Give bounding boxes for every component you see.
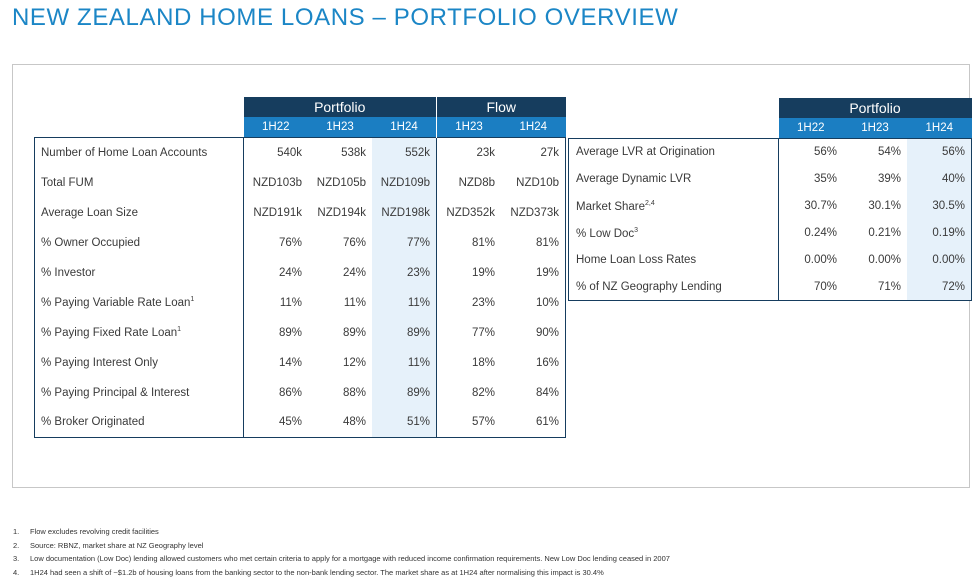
- row-label: [35, 348, 244, 378]
- table-row: [569, 166, 972, 193]
- table-cell: 30.5%: [907, 193, 972, 220]
- table-cell: 56%: [779, 139, 844, 166]
- table-cell: 27k: [501, 138, 566, 168]
- table-row: [35, 378, 566, 408]
- table-cell: 540k: [244, 138, 309, 168]
- table-cell: 14%: [244, 348, 309, 378]
- row-label-text: Home Loan Loss Rates: [576, 254, 697, 266]
- table-cell: 23%: [437, 288, 502, 318]
- row-label: [35, 198, 244, 228]
- column-header: 1H22: [779, 118, 844, 139]
- table-cell: 30.1%: [868, 200, 901, 212]
- table-cell: NZD109b: [372, 168, 437, 198]
- table-cell: 90%: [501, 318, 566, 348]
- footnote-text: Low documentation (Low Doc) lending allowed customers who met certain criteria to apply for a mortgage with reduced income confirmation requirements. New Low Doc lending ceased in 2007: [30, 554, 670, 563]
- table-cell: 552k: [372, 138, 437, 168]
- table-row: [569, 220, 972, 247]
- table-cell: 89%: [244, 318, 309, 348]
- column-header: 1H23: [843, 118, 907, 139]
- table-cell: 81%: [437, 228, 502, 258]
- row-label-text: % Paying Fixed Rate Loan: [41, 326, 178, 339]
- footnote: [13, 566, 670, 580]
- row-label: [35, 138, 244, 168]
- table-cell: 23k: [437, 138, 502, 168]
- column-header: 1H22: [244, 117, 309, 138]
- footnote: [13, 539, 670, 553]
- table-cell: 86%: [244, 378, 309, 408]
- row-label: [35, 378, 244, 408]
- group-header-flow: Flow: [437, 97, 566, 117]
- table-cell: 0.00%: [868, 254, 901, 266]
- table-row: [35, 138, 566, 168]
- row-label: [35, 408, 244, 438]
- table-row: [35, 348, 566, 378]
- table-cell: 19%: [437, 258, 502, 288]
- table-cell: 0.00%: [907, 247, 972, 274]
- table-cell: 89%: [372, 318, 437, 348]
- table-cell: 0.21%: [868, 227, 901, 239]
- row-label: [569, 274, 779, 301]
- table-cell: 0.00%: [779, 247, 844, 274]
- table-cell: 84%: [501, 378, 566, 408]
- table-cell: 0.19%: [907, 220, 972, 247]
- table-row: [35, 258, 566, 288]
- table-cell: 11%: [372, 288, 437, 318]
- footnote-number: 1.: [13, 527, 20, 536]
- table-cell: 72%: [907, 274, 972, 301]
- row-label-text: % Paying Interest Only: [41, 356, 158, 369]
- footnote-ref: 1: [177, 326, 182, 334]
- table-cell: 82%: [437, 378, 502, 408]
- table-cell: 24%: [244, 258, 309, 288]
- table-cell: 45%: [244, 408, 309, 438]
- table-cell: 39%: [877, 173, 901, 185]
- table-row: [35, 408, 566, 438]
- table-cell: 11%: [343, 296, 366, 309]
- footnote-text: Flow excludes revolving credit facilities: [30, 527, 159, 536]
- table-row: [569, 193, 972, 220]
- column-header: 1H24: [372, 117, 437, 138]
- row-label-text: % Paying Variable Rate Loan: [41, 296, 191, 309]
- column-header: 1H23: [437, 117, 502, 138]
- footnote-ref: 2,4: [645, 199, 655, 207]
- row-label-text: Average LVR at Origination: [576, 146, 715, 159]
- row-label: [569, 166, 779, 193]
- row-label-text: Market Share: [576, 200, 646, 213]
- row-label: [569, 220, 779, 247]
- row-label: [569, 247, 779, 274]
- table-cell: NZD352k: [437, 198, 502, 228]
- table-cell: 538k: [308, 138, 372, 168]
- table-cell: 10%: [501, 288, 566, 318]
- portfolio-risk-table: [568, 98, 972, 301]
- row-label-text: % Low Doc: [576, 227, 635, 240]
- row-label-text: Average Loan Size: [41, 206, 138, 219]
- table-cell: 88%: [342, 386, 366, 399]
- table-cell: NZD191k: [244, 198, 309, 228]
- footnotes: [13, 525, 670, 579]
- row-label-text: % Broker Originated: [41, 416, 145, 429]
- table-cell: 40%: [907, 166, 972, 193]
- portfolio-flow-table: [34, 97, 566, 438]
- table-cell: NZD373k: [501, 198, 566, 228]
- table-cell: 11%: [372, 348, 437, 378]
- footnote: [13, 525, 670, 539]
- table-cell: 19%: [501, 258, 566, 288]
- table-row: [35, 168, 566, 198]
- table-row: [35, 228, 566, 258]
- table-cell: 35%: [779, 166, 844, 193]
- group-header-portfolio: Portfolio: [244, 97, 437, 117]
- table-cell: 54%: [843, 139, 907, 166]
- table-cell: NZD105b: [316, 176, 366, 189]
- row-label: [35, 288, 244, 318]
- table-row: [35, 198, 566, 228]
- table-cell: 76%: [342, 236, 366, 249]
- table-cell: NZD198k: [372, 198, 437, 228]
- table-cell: 11%: [244, 288, 309, 318]
- table-cell: NZD8b: [437, 168, 502, 198]
- row-label-text: % Investor: [41, 266, 96, 279]
- footnote-number: 4.: [13, 567, 20, 577]
- row-label: [35, 318, 244, 348]
- footnote-ref: 1: [190, 296, 195, 304]
- table-row: [569, 139, 972, 166]
- row-label: [35, 258, 244, 288]
- table-cell: 77%: [372, 228, 437, 258]
- table-row: [35, 318, 566, 348]
- table-cell: 0.24%: [779, 220, 844, 247]
- table-cell: 76%: [244, 228, 309, 258]
- footnote-text: 1H24 had seen a shift of ~$1.2b of housing loans from the banking sector to the non-bank lending sector. The market share as at 1H24 after normalising this impact is 30.4%: [30, 567, 604, 577]
- table-cell: 81%: [501, 228, 566, 258]
- table-cell: 70%: [779, 274, 844, 301]
- table-cell: 71%: [843, 274, 907, 301]
- table-cell: 89%: [372, 378, 437, 408]
- table-cell: 89%: [342, 326, 366, 339]
- table-cell: 48%: [308, 408, 372, 438]
- table-cell: 12%: [342, 356, 366, 369]
- row-label: [569, 193, 779, 220]
- row-label: [569, 139, 779, 166]
- table-cell: 30.7%: [779, 193, 844, 220]
- table-row: [569, 247, 972, 274]
- table-row: [569, 274, 972, 301]
- table-cell: 56%: [907, 139, 972, 166]
- table-cell: 24%: [342, 266, 366, 279]
- table-row: [35, 288, 566, 318]
- row-label: [35, 228, 244, 258]
- footnote: [13, 552, 670, 566]
- row-label-text: % Owner Occupied: [41, 236, 141, 249]
- footnote-ref: 3: [634, 226, 639, 234]
- table-cell: 61%: [501, 408, 566, 438]
- table-cell: 18%: [437, 348, 502, 378]
- table-cell: 51%: [372, 408, 437, 438]
- row-label: [35, 168, 244, 198]
- table-cell: 77%: [437, 318, 502, 348]
- footnote-number: 2.: [13, 540, 20, 550]
- row-label-text: % of NZ Geography Lending: [576, 280, 722, 293]
- table-cell: 23%: [372, 258, 437, 288]
- row-label-text: Total FUM: [41, 176, 94, 189]
- column-header: 1H23: [308, 117, 372, 138]
- row-label-text: % Paying Principal & Interest: [41, 386, 190, 399]
- page-title: NEW ZEALAND HOME LOANS – PORTFOLIO OVERVIEW: [12, 4, 679, 31]
- footnote-number: 3.: [13, 554, 20, 563]
- footnote-text: Source: RBNZ, market share at NZ Geography level: [30, 540, 204, 550]
- row-label-text: Average Dynamic LVR: [576, 173, 692, 185]
- column-header: 1H24: [907, 118, 972, 139]
- column-header: 1H24: [501, 117, 566, 138]
- table-cell: NZD194k: [317, 206, 366, 219]
- table-cell: NZD10b: [501, 168, 566, 198]
- table-cell: 57%: [437, 408, 502, 438]
- table-cell: NZD103b: [244, 168, 309, 198]
- table-cell: 16%: [501, 348, 566, 378]
- row-label-text: Number of Home Loan Accounts: [41, 146, 208, 159]
- group-header-portfolio: Portfolio: [779, 98, 972, 118]
